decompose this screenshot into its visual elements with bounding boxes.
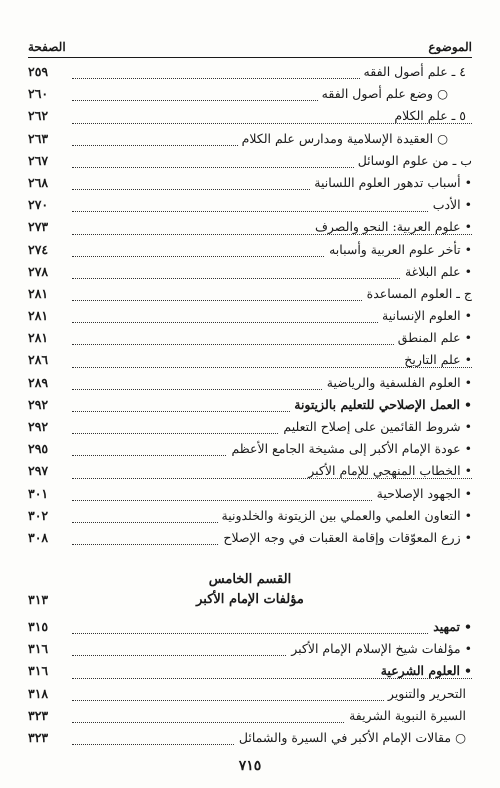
toc-entry-title	[363, 286, 472, 301]
toc-entry	[28, 62, 472, 84]
toc-entry-text: زرع المعوّقات وإقامة العقبات في وجه الإصلاح	[223, 529, 461, 545]
toc-entry	[28, 684, 472, 706]
dot-leader	[72, 211, 472, 212]
bullet-icon: •	[464, 308, 472, 324]
toc-entry	[28, 617, 472, 639]
toc-entry-page: ٣٠٢	[28, 507, 49, 523]
toc-entry-text: ج ـ العلوم المساعدة	[366, 285, 472, 301]
toc-entry	[28, 173, 472, 195]
toc-entry	[28, 106, 472, 128]
toc-entry-title	[310, 175, 472, 190]
bullet-icon: •	[464, 485, 472, 501]
toc-entry-text: علوم العربية: النحو والصرف	[314, 219, 461, 235]
toc-entry-text: علم البلاغة	[404, 263, 461, 279]
circle-bullet-icon: ○	[437, 130, 448, 146]
toc-entry-page: ٢٨١	[28, 308, 49, 324]
bullet-icon: •	[464, 174, 472, 190]
toc-entry-title	[345, 708, 472, 723]
toc-entry	[28, 395, 472, 417]
bullet-icon: •	[464, 641, 472, 657]
toc-entry-text: العقيدة الإسلامية ومدارس علم الكلام	[241, 130, 434, 146]
toc-entry	[28, 639, 472, 661]
toc-entry-page: ٢٧٠	[28, 197, 49, 213]
toc-entry-text: وضع علم أصول الفقه	[321, 86, 434, 102]
toc-entry-title	[238, 131, 472, 146]
toc-entry-text: علم المنطق	[397, 330, 461, 346]
bullet-icon: •	[464, 441, 472, 457]
toc-entry-page: ٣٢٣	[28, 729, 49, 745]
toc-entry-title	[373, 486, 472, 501]
circle-bullet-icon: ○	[437, 86, 448, 102]
toc-entry	[28, 284, 472, 306]
toc-entry-title	[219, 530, 472, 545]
section-heading: القسم الخامس	[208, 572, 292, 587]
header-rule	[28, 57, 472, 58]
toc-entry-title	[384, 686, 472, 701]
toc-entry-page: ٢٦٧	[28, 152, 49, 168]
toc-entry	[28, 262, 472, 284]
toc-entry	[28, 328, 472, 350]
toc-entry-title	[287, 641, 472, 656]
toc-entry-page: ٢٧٨	[28, 263, 49, 279]
toc-entry-title	[429, 197, 472, 212]
toc-entry-page: ٣١٥	[28, 619, 49, 634]
toc-entry	[28, 306, 472, 328]
toc-entry-page: ٢٨٩	[28, 374, 49, 390]
toc-entry	[28, 484, 472, 506]
toc-entry	[28, 350, 472, 372]
bullet-icon: •	[464, 263, 472, 279]
bullet-icon: •	[464, 219, 472, 235]
toc-entry-page: ٢٦٣	[28, 130, 49, 146]
toc-entry-text: ب ـ من علوم الوسائل	[357, 152, 472, 168]
toc-entry-title	[323, 375, 472, 390]
toc-entry-page: ٣١٦	[28, 641, 49, 657]
toc-entry-page: ٢٩٧	[28, 463, 49, 479]
toc-entry-text: ٤ ـ علم أصول الفقه	[363, 64, 466, 79]
toc-entry-title	[378, 308, 472, 323]
toc-entry-page: ٢٩٢	[28, 419, 49, 434]
toc-entry-text: العلوم الشرعية	[380, 663, 460, 679]
toc-entry-title	[390, 108, 472, 123]
bullet-icon: •	[464, 663, 472, 679]
toc-entry-page: ٢٨١	[28, 330, 49, 346]
toc-entry-title	[325, 242, 472, 257]
toc-entry	[28, 129, 472, 151]
toc-entry	[28, 439, 472, 461]
toc-entry-text: مقالات الإمام الأكبر في السيرة والشمائل	[238, 729, 452, 745]
toc-entry-title	[377, 663, 472, 678]
toc-list-part-1	[28, 62, 472, 550]
section-subheading: مؤلفات الإمام الأكبر	[196, 592, 304, 607]
section-subheading-row	[28, 592, 472, 614]
toc-entry-text: شروط القائمين على إصلاح التعليم	[283, 419, 461, 434]
toc-entry	[28, 84, 472, 106]
toc-entry-title	[227, 441, 472, 456]
bullet-icon: •	[464, 419, 472, 434]
toc-entry-text: تمهيد	[433, 619, 460, 634]
toc-entry-page: ٣١٨	[28, 685, 49, 701]
page-column-label: الصفحة	[28, 40, 66, 54]
toc-entry	[28, 417, 472, 439]
toc-entry-page: ٢٥٩	[28, 64, 49, 79]
toc-entry-text: العمل الإصلاحي للتعليم بالزيتونة	[294, 396, 460, 412]
toc-entry-title	[429, 619, 472, 634]
toc-entry-page: ٣١٦	[28, 663, 49, 679]
toc-entry-page: ٢٧٣	[28, 219, 49, 235]
toc-entry-title	[318, 86, 472, 101]
bullet-icon: •	[464, 619, 472, 634]
bullet-icon: •	[464, 352, 472, 368]
toc-entry	[28, 728, 472, 750]
toc-entry-title	[311, 219, 472, 234]
toc-entry-text: الجهود الإصلاحية	[376, 485, 461, 501]
bullet-icon: •	[464, 396, 472, 412]
bullet-icon: •	[464, 529, 472, 545]
toc-entry	[28, 151, 472, 173]
bullet-icon: •	[464, 197, 472, 213]
toc-entry-title	[235, 730, 472, 745]
toc-entry-page: ٢٩٢	[28, 396, 49, 412]
toc-entry-title	[401, 264, 472, 279]
toc-entry-title	[304, 463, 472, 478]
toc-entry-title	[394, 330, 472, 345]
toc-entry	[28, 461, 472, 483]
toc-entry-page: ٣٢٣	[28, 707, 49, 723]
toc-entry-title	[360, 64, 472, 79]
toc-entry-title	[354, 153, 472, 168]
toc-entry-text: الخطاب المنهجي للإمام الأكبر	[308, 463, 461, 479]
bullet-icon: •	[464, 463, 472, 479]
toc-entry-text: مؤلفات شيخ الإسلام الإمام الأكبر	[291, 641, 461, 657]
toc-entry-page: ٢٧٤	[28, 241, 49, 257]
circle-bullet-icon: ○	[455, 729, 466, 745]
toc-entry-page: ٢٩٥	[28, 441, 49, 457]
toc-entry	[28, 661, 472, 683]
toc-list-part-2	[28, 617, 472, 750]
toc-entry	[28, 195, 472, 217]
toc-entry-page: ٢٦٨	[28, 174, 49, 190]
toc-entry-title	[400, 352, 472, 367]
bullet-icon: •	[464, 374, 472, 390]
bullet-icon: •	[464, 241, 472, 257]
section-subheading-page: ٣١٣	[28, 592, 49, 607]
toc-entry-text: السيرة النبوية الشريفة	[349, 707, 466, 723]
toc-entry-text: العلوم الإنسانية	[382, 308, 461, 324]
toc-entry-text: تأخر علوم العربية وأسبابه	[329, 241, 461, 257]
toc-entry-text: الأدب	[432, 197, 461, 213]
toc-entry-text: التحرير والتنوير	[387, 685, 466, 701]
subject-column-label: الموضوع	[428, 40, 472, 54]
page-number: ٧١٥	[238, 758, 262, 774]
toc-entry-text: ٥ ـ علم الكلام	[394, 108, 466, 124]
page-header	[28, 34, 472, 54]
toc-entry-text: التعاون العلمي والعملي بين الزيتونة والخلدونية	[221, 507, 461, 523]
toc-entry-page: ٢٦٢	[28, 108, 49, 124]
toc-entry	[28, 528, 472, 550]
toc-entry-text: العلوم الفلسفية والرياضية	[326, 374, 461, 390]
toc-entry-page: ٣٠٨	[28, 529, 49, 545]
bullet-icon: •	[464, 507, 472, 523]
bullet-icon: •	[464, 330, 472, 346]
toc-entry	[28, 506, 472, 528]
toc-entry-page: ٢٦٠	[28, 86, 49, 102]
dot-leader	[72, 633, 472, 634]
toc-entry-page: ٢٨١	[28, 285, 49, 301]
toc-entry	[28, 706, 472, 728]
toc-entry-text: عودة الإمام الأكبر إلى مشيخة الجامع الأعظم	[231, 441, 461, 457]
toc-entry	[28, 373, 472, 395]
toc-entry-page: ٣٠١	[28, 485, 49, 501]
toc-entry-title	[218, 508, 473, 523]
toc-entry-title	[290, 397, 472, 412]
toc-entry-text: علم التاريخ	[404, 352, 461, 368]
toc-entry-page: ٢٨٦	[28, 352, 49, 368]
toc-entry-text: أسباب تدهور العلوم اللسانية	[314, 174, 461, 190]
toc-entry	[28, 240, 472, 262]
toc-entry-title	[279, 419, 472, 434]
toc-entry	[28, 217, 472, 239]
